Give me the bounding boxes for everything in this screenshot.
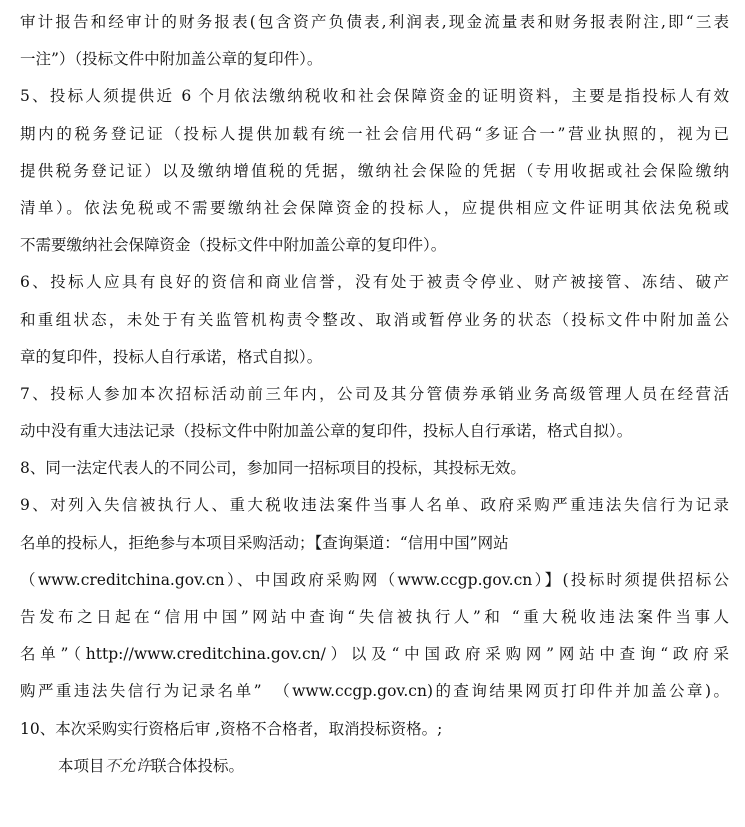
text-line: 审计报告和经审计的财务报表(包含资产负债表,利润表,现金流量表和财务报表附注,即“三表 [20,13,729,31]
text-line: 名单的投标人，拒绝参与本项目采购活动；【查询渠道：“信用中国”网站 [20,533,509,552]
text-line: （www.creditchina.gov.cn）、中国政府采购网（www.ccgp.gov.cn）】(投标时须提供招标公 [20,570,729,589]
text-line: 9、对列入失信被执行人、重大税收违法案件当事人名单、政府采购严重违法失信行为记录 [20,496,729,515]
text-line: 名单”（http://www.creditchina.gov.cn/）以及“中国政府采购网”网站中查询“政府采 [20,645,729,664]
consortium-suffix: 联合体投标。 [151,756,245,775]
text-line: 8、同一法定代表人的不同公司，参加同一招标项目的投标，其投标无效。 [20,459,526,478]
consortium-value: 不允许 [104,756,152,775]
text-line: 一注”）（投标文件中附加盖公章的复印件）。 [20,50,323,69]
text-line: 不需要缴纳社会保障资金（投标文件中附加盖公章的复印件）。 [20,236,447,255]
text-line: 动中没有重大违法记录（投标文件中附加盖公章的复印件，投标人自行承诺，格式自拟）。 [20,422,633,441]
text-line: 提供税务登记证）以及缴纳增值税的凭据，缴纳社会保险的凭据（专用收据或社会保险缴纳 [20,161,729,180]
text-line: 告发布之日起在“信用中国”网站中查询“失信被执行人”和 “重大税收违法案件当事人 [20,608,729,626]
consortium-prefix: 本项目 [58,756,105,775]
text-line: 和重组状态，未处于有关监管机构责令整改、取消或暂停业务的状态（投标文件中附加盖公 [20,310,729,329]
consortium-line [20,748,729,785]
text-line: 购严重违法失信行为记录名单” （www.ccgp.gov.cn)的查询结果网页打印件并加盖公章)。 [20,682,729,701]
text-line: 6、投标人应具有良好的资信和商业信誉，没有处于被责令停业、财产被接管、冻结、破产 [20,273,729,292]
text-line: 章的复印件，投标人自行承诺，格式自拟）。 [20,347,323,366]
text-line: 清单）。依法免税或不需要缴纳社会保障资金的投标人，应提供相应文件证明其依法免税或 [20,198,729,217]
text-line: 5、投标人须提供近 6 个月依法缴纳税收和社会保障资金的证明资料，主要是指投标人有效 [20,87,729,106]
text-line: 7、投标人参加本次招标活动前三年内，公司及其分管债券承销业务高级管理人员在经营活 [20,384,729,403]
text-line: 期内的税务登记证（投标人提供加载有统一社会信用代码“多证合一”营业执照的，视为已 [20,124,729,143]
text-line: 10、本次采购实行资格后审 ,资格不合格者，取消投标资格。; [20,719,443,738]
